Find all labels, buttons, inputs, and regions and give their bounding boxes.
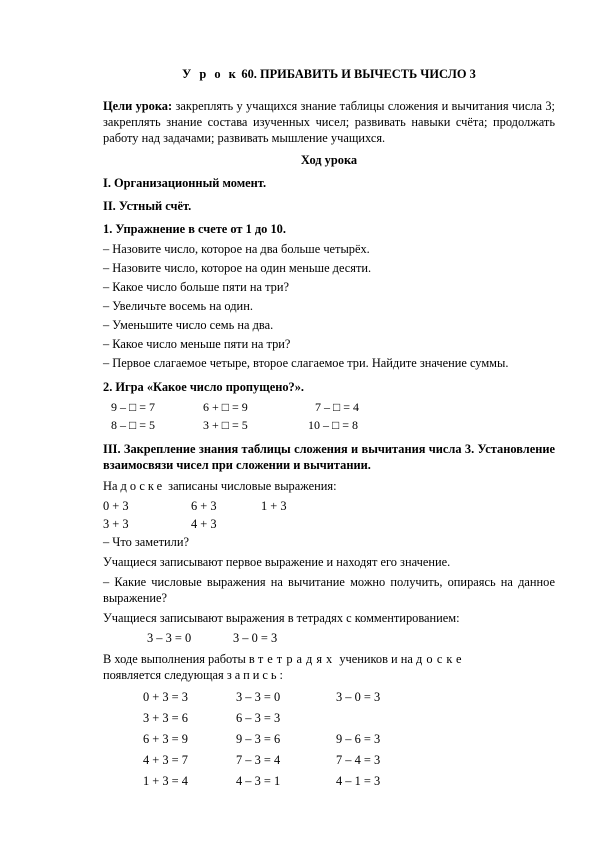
game-row xyxy=(103,417,555,433)
board-row xyxy=(103,516,555,532)
lesson-goals xyxy=(103,98,555,146)
board-row xyxy=(103,498,555,514)
progress-board: доске xyxy=(416,652,466,666)
board-intro-spaced: доске xyxy=(120,479,166,493)
game-cell: 8 – □ = 5 xyxy=(111,418,156,432)
table-cell: 7 – 3 = 4 xyxy=(236,753,281,767)
exercise1-line: – Увеличьте восемь на один. xyxy=(103,299,253,313)
goals-label: Цели урока: xyxy=(103,99,173,113)
table-cell: 4 – 1 = 3 xyxy=(336,774,381,788)
table-cell: 1 + 3 = 4 xyxy=(143,774,188,788)
document-page xyxy=(103,66,555,794)
exercise1-line: – Первое слагаемое четыре, второе слагаемое три. Найдите значение суммы. xyxy=(103,356,509,370)
table-cell: 0 + 3 = 3 xyxy=(143,690,188,704)
progress-c: появляется следующая xyxy=(103,668,227,682)
exercise1-line: – Назовите число, которое на два больше четырёх. xyxy=(103,242,370,256)
exercise1-line: – Какое число больше пяти на три? xyxy=(103,280,289,294)
table-cell: 6 + 3 = 9 xyxy=(143,732,188,746)
course-title: Ход урока xyxy=(300,153,358,167)
game-cell: 7 – □ = 4 xyxy=(315,400,360,414)
question-noticed: – Что заметили? xyxy=(103,535,189,549)
progress-notebooks: тетрадях xyxy=(257,652,337,666)
section-consolidation: III. Закрепление знания таблицы сложения и вычитания числа 3. Установление взаимосвязи чисел при сложении и вычитании. xyxy=(103,442,555,472)
progress-record: запись xyxy=(226,668,280,682)
board-expression: 3 + 3 xyxy=(103,517,129,531)
table-cell: 3 – 0 = 3 xyxy=(336,690,381,704)
table-row xyxy=(103,710,555,731)
table-row xyxy=(103,689,555,710)
table-row xyxy=(103,773,555,794)
title-rest: 60. ПРИБАВИТЬ И ВЫЧЕСТЬ ЧИСЛО 3 xyxy=(238,67,476,81)
board-expression: 1 + 3 xyxy=(261,499,287,513)
exercise1-line: – Какое число меньше пяти на три? xyxy=(103,337,291,351)
game-row xyxy=(103,399,555,415)
exercise1-line: – Назовите число, которое на один меньше десяти. xyxy=(103,261,372,275)
exercise1-line: – Уменьшите число семь на два. xyxy=(103,318,274,332)
progress-b: учеников и на xyxy=(336,652,417,666)
board-expression: 4 + 3 xyxy=(191,517,217,531)
table-cell: 9 – 3 = 6 xyxy=(236,732,281,746)
game-cell: 9 – □ = 7 xyxy=(111,400,156,414)
progress-a: В ходе выполнения работы в xyxy=(103,652,258,666)
board-intro xyxy=(103,478,555,494)
section-organizational: I. Организационный момент. xyxy=(103,176,267,190)
board-expression: 0 + 3 xyxy=(103,499,129,513)
board-intro-rest: записаны числовые выражения: xyxy=(165,479,337,493)
progress-text xyxy=(103,651,555,683)
table-row xyxy=(103,752,555,773)
exercise1-lines xyxy=(103,241,555,371)
question-subtraction: – Какие числовые выражения на вычитание можно получить, опираясь на данное выражение? xyxy=(103,575,555,605)
table-cell: 9 – 6 = 3 xyxy=(336,732,381,746)
table-cell: 4 + 3 = 7 xyxy=(143,753,188,767)
game-title: 2. Игра «Какое число пропущено?». xyxy=(103,380,305,394)
progress-d: : xyxy=(279,668,283,682)
table-cell: 6 – 3 = 3 xyxy=(236,711,281,725)
expr-cell: 3 – 3 = 0 xyxy=(147,631,192,645)
table-cell: 3 – 3 = 0 xyxy=(236,690,281,704)
results-table xyxy=(103,689,555,794)
goals-text: закреплять у учащихся знание таблицы сложения и вычитания числа 3; закреплять знание состава изученных чисел; развивать навыки счёта; продолжать работу над задачами; развивать мышление учащихся. xyxy=(103,99,555,145)
students-second: Учащиеся записывают выражения в тетрадях с комментированием: xyxy=(103,611,460,625)
table-cell: 4 – 3 = 1 xyxy=(236,774,281,788)
lesson-title xyxy=(68,66,590,82)
table-row xyxy=(103,731,555,752)
expr-row xyxy=(103,630,555,646)
table-cell: 7 – 4 = 3 xyxy=(336,753,381,767)
section-oral-count: II. Устный счёт. xyxy=(103,199,192,213)
expr-cell: 3 – 0 = 3 xyxy=(233,631,278,645)
students-first: Учащиеся записывают первое выражение и находят его значение. xyxy=(103,555,451,569)
exercise1-title: 1. Упражнение в счете от 1 до 10. xyxy=(103,222,286,236)
table-cell: 3 + 3 = 6 xyxy=(143,711,188,725)
board-expression: 6 + 3 xyxy=(191,499,217,513)
title-prefix: У р о к xyxy=(182,67,239,81)
game-cell: 3 + □ = 5 xyxy=(203,418,248,432)
game-cell: 10 – □ = 8 xyxy=(308,418,359,432)
game-cell: 6 + □ = 9 xyxy=(203,400,248,414)
board-intro-prefix: На xyxy=(103,479,121,493)
